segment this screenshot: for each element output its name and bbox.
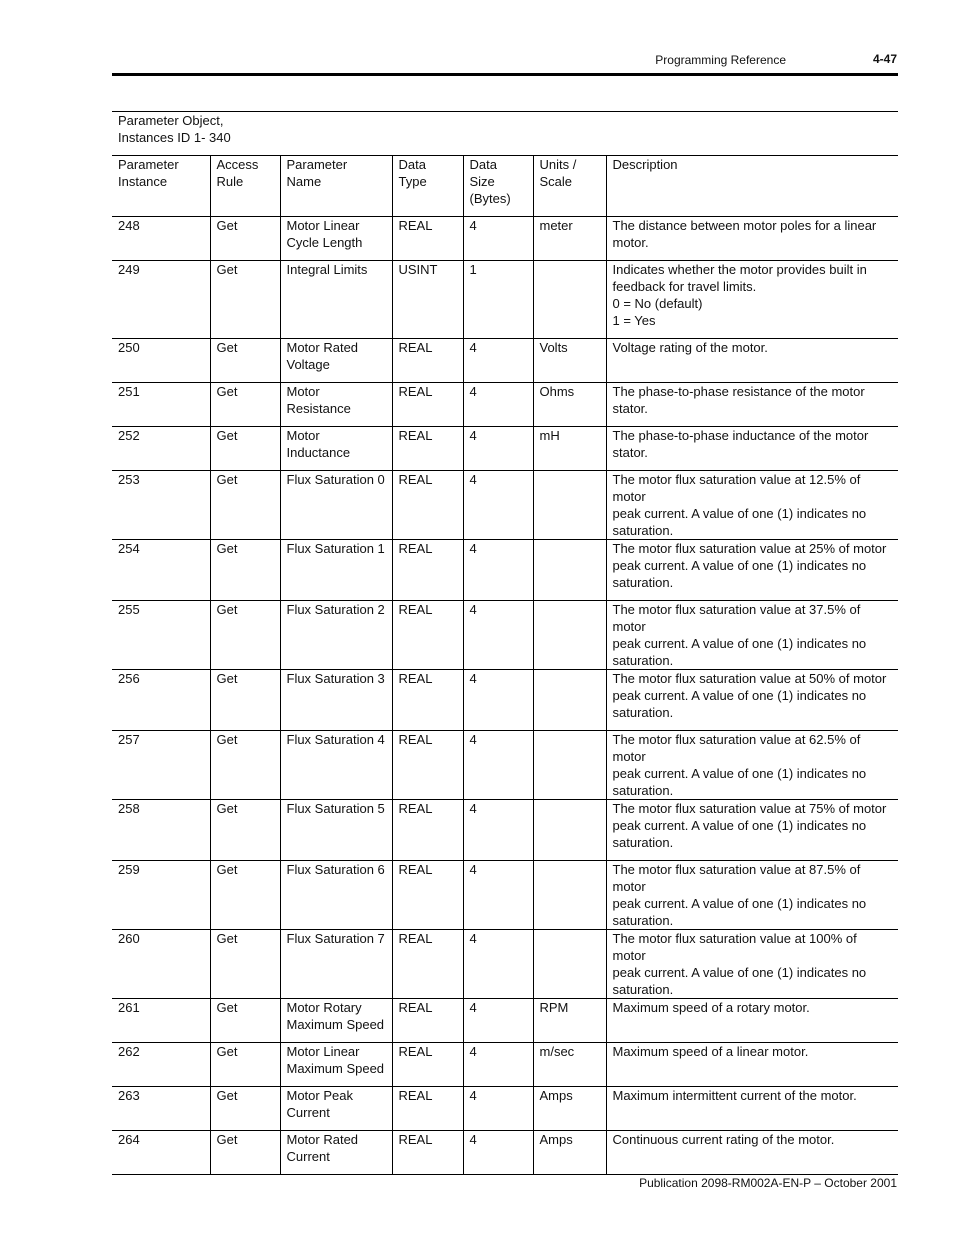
cell-description-line: peak current. A value of one (1) indicates no	[612, 506, 867, 521]
cell-units	[533, 800, 606, 861]
cell-units	[533, 670, 606, 731]
cell-description	[606, 217, 898, 261]
cell-description-line: 0 = No (default)	[612, 296, 703, 311]
cell-data-size: 4	[463, 999, 533, 1043]
cell-access-rule: Get	[210, 471, 280, 540]
cell-data-type: REAL	[392, 930, 463, 999]
column-header	[210, 156, 280, 217]
cell-data-type: REAL	[392, 861, 463, 930]
cell-description-line: Voltage rating of the motor.	[612, 340, 768, 355]
cell-instance: 261	[112, 999, 210, 1043]
cell-data-type: REAL	[392, 601, 463, 670]
cell-parameter-name-line: Current	[286, 1105, 330, 1120]
cell-parameter-name	[280, 999, 392, 1043]
table-body	[112, 217, 898, 1175]
cell-parameter-name-line: Motor Inductance	[286, 428, 351, 460]
column-header-line: Name	[286, 174, 322, 189]
cell-parameter-name-line: Maximum Speed	[286, 1017, 385, 1032]
cell-units	[533, 261, 606, 339]
cell-description-line: The motor flux saturation value at 100% of motor	[612, 931, 857, 963]
cell-instance: 263	[112, 1087, 210, 1131]
cell-data-size: 4	[463, 930, 533, 999]
cell-parameter-name	[280, 540, 392, 601]
column-header-line: Scale	[539, 174, 573, 189]
cell-parameter-name	[280, 1131, 392, 1175]
cell-parameter-name	[280, 471, 392, 540]
cell-units: meter	[533, 217, 606, 261]
cell-description-line: The motor flux saturation value at 75% of motor	[612, 801, 887, 816]
cell-units	[533, 601, 606, 670]
table-row	[112, 601, 898, 670]
cell-access-rule: Get	[210, 731, 280, 800]
cell-description-line: The motor flux saturation value at 37.5% of motor	[612, 602, 861, 634]
column-header-line: Type	[398, 174, 427, 189]
cell-parameter-name-line: Flux Saturation 7	[286, 931, 385, 946]
cell-description	[606, 1131, 898, 1175]
cell-units: Amps	[533, 1131, 606, 1175]
cell-data-size: 4	[463, 800, 533, 861]
cell-parameter-name-line: Maximum Speed	[286, 1061, 385, 1076]
table-row	[112, 217, 898, 261]
cell-access-rule: Get	[210, 670, 280, 731]
cell-units: RPM	[533, 999, 606, 1043]
cell-instance: 264	[112, 1131, 210, 1175]
cell-data-size: 4	[463, 540, 533, 601]
cell-parameter-name-line: Flux Saturation 4	[286, 732, 385, 747]
column-header-line: Parameter	[286, 157, 348, 172]
table-row	[112, 731, 898, 800]
column-header	[112, 156, 210, 217]
cell-data-type: REAL	[392, 1043, 463, 1087]
column-header-line: Parameter	[118, 157, 179, 172]
cell-parameter-name	[280, 670, 392, 731]
table-row	[112, 383, 898, 427]
cell-access-rule: Get	[210, 861, 280, 930]
cell-data-type: REAL	[392, 471, 463, 540]
column-header	[392, 156, 463, 217]
cell-parameter-name-line: Flux Saturation 6	[286, 862, 385, 877]
table-header-row	[112, 156, 898, 217]
cell-description-line: Maximum speed of a rotary motor.	[612, 1000, 810, 1015]
cell-instance: 251	[112, 383, 210, 427]
cell-description-line: Maximum intermittent current of the motor.	[612, 1088, 857, 1103]
cell-access-rule: Get	[210, 999, 280, 1043]
cell-units	[533, 861, 606, 930]
cell-description-line: saturation.	[612, 783, 674, 798]
cell-instance: 262	[112, 1043, 210, 1087]
cell-parameter-name	[280, 383, 392, 427]
cell-data-size: 4	[463, 861, 533, 930]
cell-description-line: saturation.	[612, 575, 674, 590]
cell-data-type: REAL	[392, 1131, 463, 1175]
cell-description-line: 1 = Yes	[612, 313, 656, 328]
cell-instance: 252	[112, 427, 210, 471]
cell-description-line: The motor flux saturation value at 12.5% of motor	[612, 472, 861, 504]
column-header-line: Rule	[216, 174, 244, 189]
cell-description	[606, 261, 898, 339]
cell-description	[606, 930, 898, 999]
cell-units: mH	[533, 427, 606, 471]
cell-access-rule: Get	[210, 930, 280, 999]
cell-data-size: 4	[463, 670, 533, 731]
cell-instance: 258	[112, 800, 210, 861]
cell-parameter-name-line: Motor Linear	[286, 218, 360, 233]
cell-description-line: peak current. A value of one (1) indicates no	[612, 818, 867, 833]
cell-instance: 260	[112, 930, 210, 999]
cell-parameter-name-line: Flux Saturation 1	[286, 541, 385, 556]
cell-access-rule: Get	[210, 540, 280, 601]
cell-parameter-name	[280, 1087, 392, 1131]
cell-access-rule: Get	[210, 601, 280, 670]
cell-data-size: 4	[463, 1131, 533, 1175]
cell-data-size: 4	[463, 339, 533, 383]
cell-parameter-name-line: Flux Saturation 5	[286, 801, 385, 816]
cell-parameter-name-line: Flux Saturation 3	[286, 671, 385, 686]
cell-description-line: The motor flux saturation value at 62.5% of motor	[612, 732, 861, 764]
cell-access-rule: Get	[210, 1043, 280, 1087]
cell-access-rule: Get	[210, 427, 280, 471]
table-row	[112, 1131, 898, 1175]
cell-parameter-name-line: Motor Peak	[286, 1088, 353, 1103]
cell-parameter-name	[280, 427, 392, 471]
cell-description-line: saturation.	[612, 653, 674, 668]
cell-data-size: 4	[463, 427, 533, 471]
cell-instance: 250	[112, 339, 210, 383]
column-header-line: Description	[612, 157, 678, 172]
cell-units	[533, 930, 606, 999]
cell-description-line: The phase-to-phase inductance of the motor	[612, 428, 869, 443]
cell-units	[533, 471, 606, 540]
cell-description-line: saturation.	[612, 982, 674, 997]
cell-parameter-name	[280, 800, 392, 861]
cell-description-line: stator.	[612, 401, 648, 416]
column-header-line: Data	[398, 157, 426, 172]
table-row	[112, 861, 898, 930]
cell-description-line: peak current. A value of one (1) indicates no	[612, 558, 867, 573]
cell-parameter-name	[280, 731, 392, 800]
table-caption-line: Instances ID 1- 340	[118, 130, 231, 145]
cell-description-line: The motor flux saturation value at 87.5% of motor	[612, 862, 861, 894]
cell-data-type: USINT	[392, 261, 463, 339]
cell-data-type: REAL	[392, 217, 463, 261]
cell-description	[606, 540, 898, 601]
cell-description-line: feedback for travel limits.	[612, 279, 757, 294]
column-header-line: Units /	[539, 157, 577, 172]
cell-parameter-name	[280, 861, 392, 930]
cell-description-line: saturation.	[612, 523, 674, 538]
cell-parameter-name	[280, 339, 392, 383]
cell-data-type: REAL	[392, 540, 463, 601]
cell-data-type: REAL	[392, 427, 463, 471]
cell-parameter-name	[280, 261, 392, 339]
cell-access-rule: Get	[210, 261, 280, 339]
parameter-table	[112, 111, 898, 1175]
cell-description-line: The distance between motor poles for a linear	[612, 218, 877, 233]
cell-description-line: peak current. A value of one (1) indicates no	[612, 965, 867, 980]
cell-access-rule: Get	[210, 217, 280, 261]
cell-parameter-name-line: Motor Rated	[286, 1132, 359, 1147]
cell-parameter-name-line: Cycle Length	[286, 235, 363, 250]
table-row	[112, 670, 898, 731]
cell-parameter-name	[280, 1043, 392, 1087]
cell-access-rule: Get	[210, 800, 280, 861]
cell-data-size: 4	[463, 1043, 533, 1087]
cell-instance: 255	[112, 601, 210, 670]
cell-data-type: REAL	[392, 383, 463, 427]
cell-data-type: REAL	[392, 339, 463, 383]
cell-description-line: saturation.	[612, 835, 674, 850]
cell-units: Ohms	[533, 383, 606, 427]
column-header-line: Size	[469, 174, 495, 189]
cell-access-rule: Get	[210, 1131, 280, 1175]
column-header	[280, 156, 392, 217]
cell-parameter-name-line: Motor Rated	[286, 340, 359, 355]
table-row	[112, 1087, 898, 1131]
cell-description-line: peak current. A value of one (1) indicates no	[612, 766, 867, 781]
cell-data-size: 4	[463, 731, 533, 800]
table-row	[112, 427, 898, 471]
table-row	[112, 930, 898, 999]
cell-description	[606, 861, 898, 930]
cell-parameter-name	[280, 217, 392, 261]
cell-data-type: REAL	[392, 670, 463, 731]
cell-data-size: 4	[463, 601, 533, 670]
cell-parameter-name-line: Motor Resistance	[286, 384, 351, 416]
cell-data-size: 4	[463, 383, 533, 427]
table-row	[112, 471, 898, 540]
cell-description	[606, 1043, 898, 1087]
column-header	[463, 156, 533, 217]
column-header-line: (Bytes)	[469, 191, 511, 206]
cell-data-size: 1	[463, 261, 533, 339]
cell-units	[533, 540, 606, 601]
cell-description	[606, 383, 898, 427]
cell-parameter-name-line: Current	[286, 1149, 330, 1164]
cell-units: Amps	[533, 1087, 606, 1131]
cell-instance: 256	[112, 670, 210, 731]
table-caption-line: Parameter Object,	[118, 113, 224, 128]
cell-description-line: peak current. A value of one (1) indicates no	[612, 636, 867, 651]
cell-instance: 257	[112, 731, 210, 800]
cell-description	[606, 427, 898, 471]
cell-parameter-name	[280, 601, 392, 670]
cell-description-line: peak current. A value of one (1) indicates no	[612, 688, 867, 703]
cell-description	[606, 731, 898, 800]
cell-data-type: REAL	[392, 731, 463, 800]
cell-parameter-name-line: Voltage	[286, 357, 330, 372]
cell-data-type: REAL	[392, 1087, 463, 1131]
cell-units	[533, 731, 606, 800]
cell-data-size: 4	[463, 217, 533, 261]
cell-parameter-name-line: Motor Linear	[286, 1044, 360, 1059]
cell-description-line: The phase-to-phase resistance of the motor	[612, 384, 865, 399]
cell-instance: 259	[112, 861, 210, 930]
cell-instance: 249	[112, 261, 210, 339]
table-row	[112, 339, 898, 383]
cell-description	[606, 670, 898, 731]
cell-parameter-name-line: Flux Saturation 2	[286, 602, 385, 617]
cell-description-line: Indicates whether the motor provides built in	[612, 262, 867, 277]
column-header-line: Instance	[118, 174, 168, 189]
cell-units: Volts	[533, 339, 606, 383]
table-caption-row	[112, 112, 898, 156]
cell-instance: 248	[112, 217, 210, 261]
cell-description-line: The motor flux saturation value at 50% of motor	[612, 671, 887, 686]
cell-description-line: saturation.	[612, 705, 674, 720]
column-header-line: Data	[469, 157, 497, 172]
cell-description-line: stator.	[612, 445, 648, 460]
header-divider	[112, 73, 898, 76]
cell-access-rule: Get	[210, 383, 280, 427]
cell-description-line: peak current. A value of one (1) indicates no	[612, 896, 867, 911]
cell-description-line: motor.	[612, 235, 649, 250]
table-row	[112, 800, 898, 861]
cell-parameter-name	[280, 930, 392, 999]
column-header-line: Access	[216, 157, 259, 172]
table-row	[112, 999, 898, 1043]
cell-instance: 254	[112, 540, 210, 601]
table-caption	[112, 112, 898, 156]
cell-description	[606, 1087, 898, 1131]
cell-description	[606, 339, 898, 383]
column-header	[606, 156, 898, 217]
publication-footer: Publication 2098-RM002A-EN-P – October 2001	[639, 1176, 897, 1190]
cell-description	[606, 800, 898, 861]
cell-data-type: REAL	[392, 999, 463, 1043]
cell-instance: 253	[112, 471, 210, 540]
cell-description	[606, 471, 898, 540]
cell-access-rule: Get	[210, 1087, 280, 1131]
cell-data-size: 4	[463, 471, 533, 540]
cell-data-type: REAL	[392, 800, 463, 861]
cell-description-line: The motor flux saturation value at 25% of motor	[612, 541, 887, 556]
cell-parameter-name-line: Flux Saturation 0	[286, 472, 385, 487]
table-row	[112, 540, 898, 601]
cell-description	[606, 601, 898, 670]
cell-units: m/sec	[533, 1043, 606, 1087]
page-number: 4-47	[872, 52, 897, 66]
cell-description-line: saturation.	[612, 913, 674, 928]
cell-access-rule: Get	[210, 339, 280, 383]
cell-data-size: 4	[463, 1087, 533, 1131]
column-header	[533, 156, 606, 217]
cell-description-line: Continuous current rating of the motor.	[612, 1132, 835, 1147]
table-row	[112, 261, 898, 339]
cell-description	[606, 999, 898, 1043]
cell-description-line: Maximum speed of a linear motor.	[612, 1044, 809, 1059]
running-header-title: Programming Reference	[655, 53, 786, 67]
cell-parameter-name-line: Motor Rotary	[286, 1000, 362, 1015]
table-row	[112, 1043, 898, 1087]
cell-parameter-name-line: Integral Limits	[286, 262, 368, 277]
